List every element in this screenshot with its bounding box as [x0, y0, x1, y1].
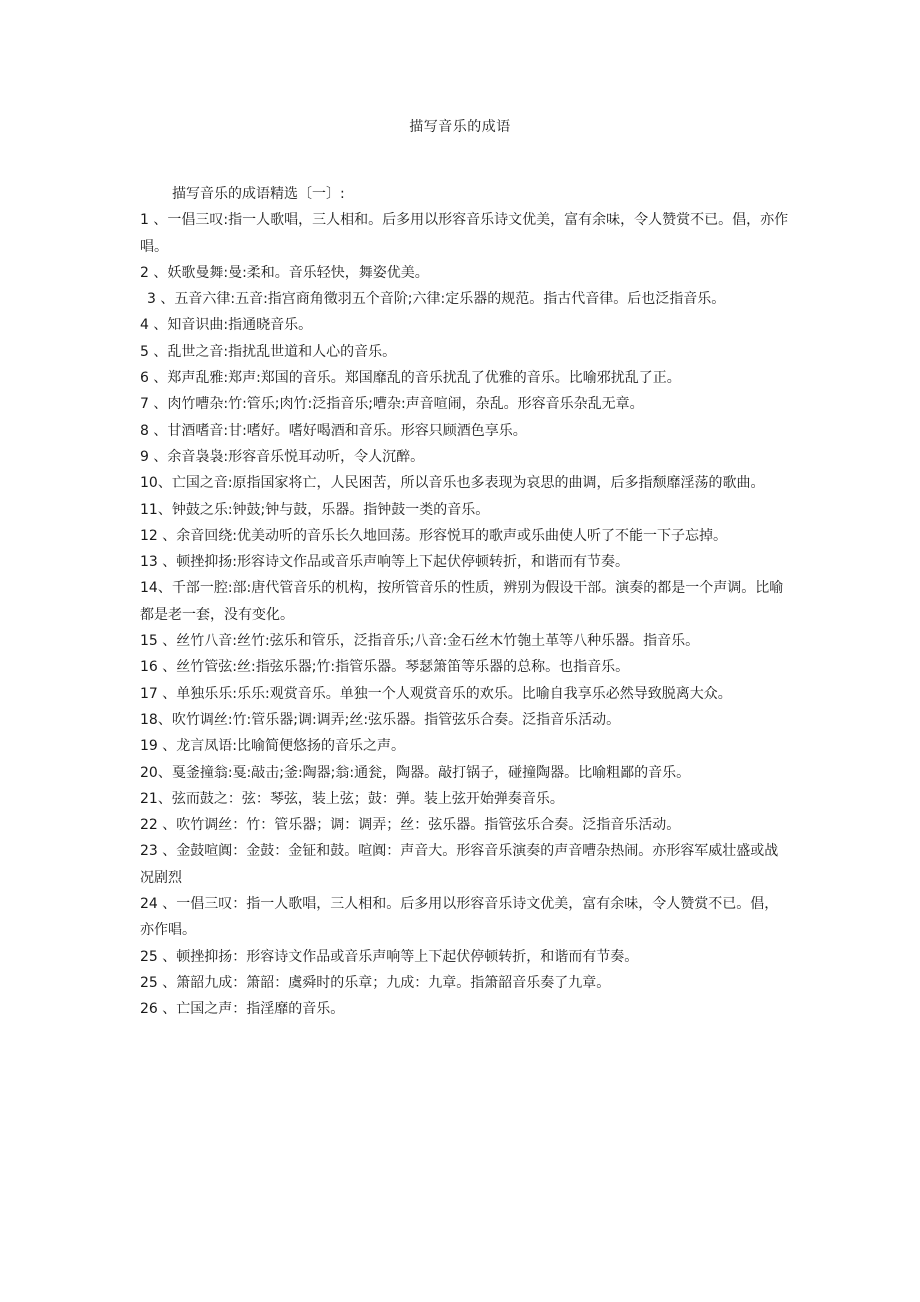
idiom-item-19: 19 、龙言凤语:比喻简便悠扬的音乐之声。: [140, 738, 405, 755]
idiom-item-21: 21、弦而鼓之：弦：琴弦，装上弦；鼓：弹。装上弦开始弹奏音乐。: [140, 790, 564, 807]
idiom-item-23: 23 、金鼓喧阗：金鼓：金钲和鼓。喧阗：声音大。形容音乐演奏的声音嘈杂热闹。亦形容军威壮盛或战况剧烈: [140, 843, 779, 886]
idiom-item-18: 18、吹竹调丝:竹:管乐器;调:调弄;丝:弦乐器。指管弦乐合奏。泛指音乐活动。: [140, 711, 621, 728]
idiom-item-7: 7 、肉竹嘈杂:竹:管乐;肉竹:泛指音乐;嘈杂:声音喧闹，杂乱。形容音乐杂乱无章。: [140, 396, 644, 413]
idiom-item-12: 12 、余音回绕:优美动听的音乐长久地回荡。形容悦耳的歌声或乐曲使人听了不能一下子忘掉。: [140, 527, 727, 544]
idiom-item-22: 22 、吹竹调丝：竹：管乐器；调：调弄；丝：弦乐器。指管弦乐合奏。泛指音乐活动。: [140, 817, 681, 834]
intro-paragraph: 描写音乐的成语精选〔一〕:: [172, 186, 345, 202]
document-title: 描写音乐的成语: [409, 119, 511, 135]
idiom-item-10: 10、亡国之音:原指国家将亡，人民困苦，所以音乐也多表现为哀思的曲调，后多指颓靡淫荡的歌曲。: [140, 475, 765, 492]
document-body: [140, 181, 792, 1023]
idiom-item-4: 4 、知音识曲:指通晓音乐。: [140, 317, 313, 334]
idiom-item-17: 17 、单独乐乐:乐乐:观赏音乐。单独一个人观赏音乐的欢乐。比喻自我享乐必然导致脱离大众。: [140, 685, 732, 702]
idiom-item-11: 11、钟鼓之乐:钟鼓;钟与鼓，乐器。指钟鼓一类的音乐。: [140, 501, 490, 518]
idiom-item-25b: 25 、箫韶九成：箫韶：虞舜时的乐章；九成：九章。指箫韶音乐奏了九章。: [140, 974, 611, 991]
idiom-item-20: 20、戛釜撞翁:戛:敲击;釜:陶器;翁:通瓮，陶器。敲打锅子，碰撞陶器。比喻粗鄙的音乐。: [140, 764, 691, 781]
idiom-item-3: 3 、五音六律:五音:指宫商角徵羽五个音阶;六律:定乐器的规范。指古代音律。后也泛指音乐。: [147, 291, 726, 308]
idiom-item-2: 2 、妖歌曼舞:曼:柔和。音乐轻快，舞姿优美。: [140, 264, 429, 281]
idiom-item-15: 15 、丝竹八音:丝竹:弦乐和管乐，泛指音乐;八音:金石丝木竹匏土革等八种乐器。指音乐。: [140, 633, 700, 650]
idiom-item-6: 6 、郑声乱雅:郑声:郑国的音乐。郑国靡乱的音乐扰乱了优雅的音乐。比喻邪扰乱了正。: [140, 370, 681, 387]
idiom-item-14: 14、千部一腔:部:唐代管音乐的机构，按所管音乐的性质，辨别为假设干部。演奏的都是一个声调。比喻都是老一套，没有变化。: [140, 580, 784, 623]
idiom-item-26: 26 、亡国之声：指淫靡的音乐。: [140, 1001, 345, 1018]
idiom-item-16: 16 、丝竹管弦:丝:指弦乐器;竹:指管乐器。琴瑟箫笛等乐器的总称。也指音乐。: [140, 659, 630, 676]
idiom-item-1: 1 、一倡三叹:指一人歌唱，三人相和。后多用以形容音乐诗文优美，富有余味，令人赞赏不已。倡，亦作唱。: [140, 212, 789, 255]
idiom-item-9: 9 、余音袅袅:形容音乐悦耳动听，令人沉醉。: [140, 448, 425, 465]
idiom-item-24: 24 、一倡三叹：指一人歌唱，三人相和。后多用以形容音乐诗文优美，富有余味，令人赞赏不已。倡，亦作唱。: [140, 896, 779, 939]
idiom-item-5: 5 、乱世之音:指扰乱世道和人心的音乐。: [140, 343, 397, 360]
idiom-item-25a: 25 、顿挫抑扬：形容诗文作品或音乐声响等上下起伏停顿转折，和谐而有节奏。: [140, 948, 639, 965]
idiom-item-8: 8 、甘酒嗜音:甘:嗜好。嗜好喝酒和音乐。形容只顾酒色享乐。: [140, 422, 527, 439]
idiom-item-13: 13 、顿挫抑扬:形容诗文作品或音乐声响等上下起伏停顿转折，和谐而有节奏。: [140, 554, 629, 571]
